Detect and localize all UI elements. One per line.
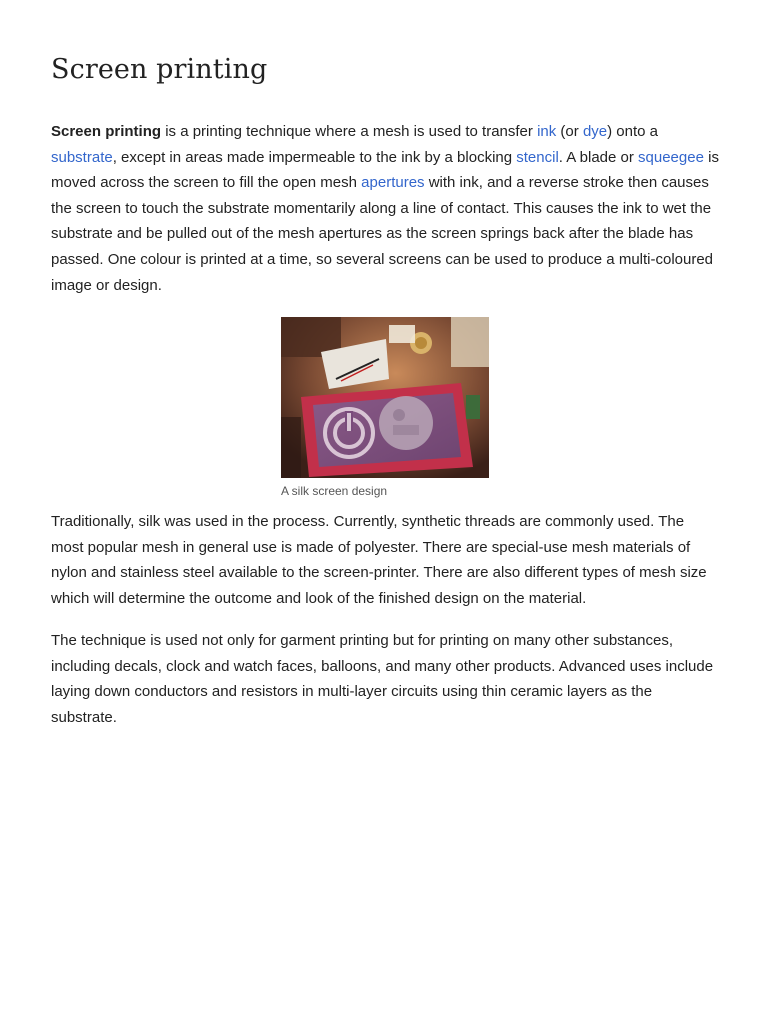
intro-text-6: is moved across the screen to fill the open mesh [51, 148, 719, 192]
link-apertures[interactable]: apertures [361, 174, 425, 192]
link-substrate[interactable]: substrate [51, 148, 113, 166]
photo-illustration [281, 317, 489, 478]
paragraph-uses: The technique is used not only for garment printing but for printing on many other substances, including decals, clock and watch faces, balloons, and many other products. Advanced uses include laying down conductors and resistors in multi-layer circuits using thin ceramic layers as the substrate. [51, 632, 714, 726]
intro-text-7: with ink, and a reverse stroke then causes the screen to touch the substrate momentarily along a line of contact. This causes the ink to wet the substrate and be pulled out of the mesh apertures as the screen springs back after the blade has passed. One colour is printed at a time, so several screens can be used to produce a multi-coloured image or design. [51, 174, 714, 294]
intro-text-5: . A blade or [558, 148, 639, 166]
page-title: Screen printing [51, 54, 268, 85]
intro-text-4: , except in areas made impermeable to the ink by a blocking [112, 148, 517, 166]
intro-paragraph [51, 119, 719, 298]
link-dye[interactable]: dye [582, 123, 608, 140]
intro-text-3: ) onto a [607, 123, 658, 140]
intro-text-1: is a printing technique where a mesh is used to transfer [161, 123, 538, 140]
link-stencil[interactable]: stencil [516, 148, 559, 166]
link-squeegee[interactable]: squeegee [638, 148, 704, 166]
intro-text-2: (or [556, 123, 583, 140]
link-ink[interactable]: ink [537, 123, 557, 140]
bold-term: Screen printing [51, 123, 162, 140]
paragraph-mesh-materials: Traditionally, silk was used in the process. Currently, synthetic threads are commonly used. The most popular mesh in general use is made of polyester. There are special-use mesh materials of nylon and stainless steel available to the screen-printer. There are also different types of mesh size which will determine the outcome and look of the finished design on the material. [51, 513, 707, 607]
figure-caption: A silk screen design [281, 484, 388, 498]
silk-screen-photo[interactable] [281, 317, 489, 478]
